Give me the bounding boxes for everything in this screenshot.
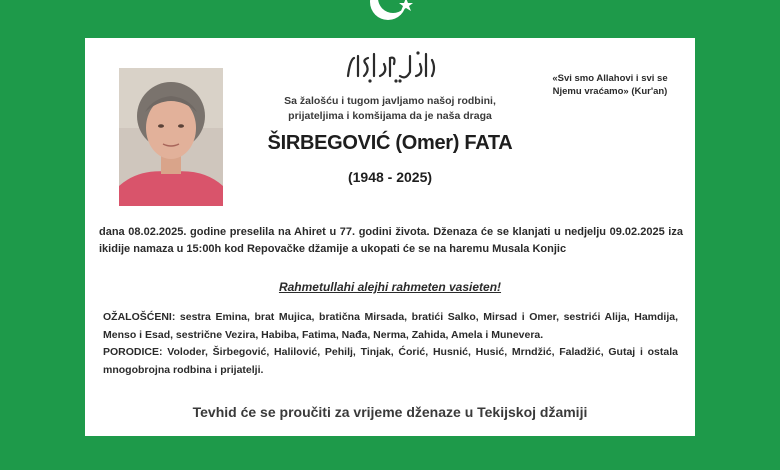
mourners-block — [103, 309, 678, 379]
families-list: PORODICE: Voloder, Širbegović, Halilović, Pehilj, Tinjak, Ćorić, Husnić, Husić, Mrndžić, Faladžić, Gutaj i ostala mnogobrojna rodbina i prijatelji. — [103, 346, 678, 376]
tevhid-notice: Tevhid će se proučiti za vrijeme dženaze u Tekijskoj džamiji — [192, 404, 588, 420]
mourners-list: OŽALOŠĆENI: sestra Emina, brat Mujica, bratična Mirsada, bratići Salko, Mirsad i Omer, sestrići Alija, Hamdija, Menso i Esad, sestrične Vezira, Habiba, Fatima, Nađa, Nerma, Zahida, Amela i Munevera. — [103, 311, 678, 341]
arabic-calligraphy — [340, 50, 440, 86]
deceased-name: ŠIRBEGOVIĆ (Omer) FATA — [267, 132, 513, 154]
life-years: (1948 - 2025) — [347, 169, 433, 185]
deceased-photo — [119, 68, 223, 206]
quran-quote: «Svi smo Allahovi i svi se Njemu vraćamo» (Kur'an) — [552, 73, 668, 97]
intro-text: Sa žalošću i tugom javljamo našoj rodbini, prijateljima i komšijama da je naša draga — [284, 95, 496, 122]
prayer-line: Rahmetullahi alejhi rahmeten vasieten! — [278, 280, 502, 294]
crescent-moon-icon — [362, 0, 418, 24]
obituary-card — [85, 38, 695, 436]
funeral-announcement: dana 08.02.2025. godine preselila na Ahiret u 77. godini života. Dženaza će se klanjati u nedjelju 09.02.2025 iza ikidije namaza u 15:00h kod Repovačke džamije a ukopati će se na haremu Musala Konjic — [99, 226, 683, 255]
